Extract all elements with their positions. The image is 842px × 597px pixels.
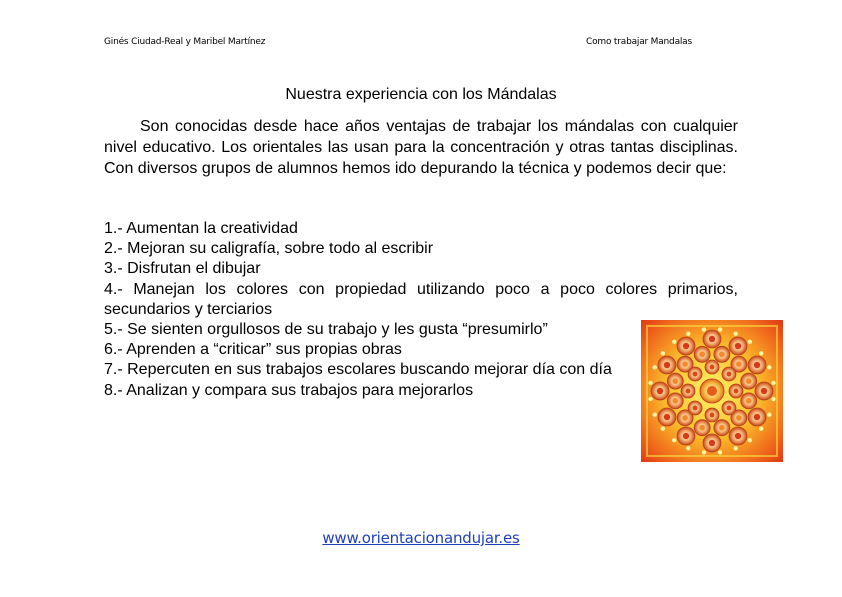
mandala-petal-center — [672, 398, 678, 404]
mandala-accent-dot — [686, 446, 690, 450]
mandala-petal-center — [754, 414, 760, 420]
mandala-accent-dot — [672, 438, 676, 442]
list-item: 7.- Repercuten en sus trabajos escolares buscando mejorar día con día — [104, 361, 612, 379]
header-document-title: Como trabajar Mandalas — [586, 37, 692, 47]
mandala-petal-center — [709, 440, 715, 446]
mandala-petal-center — [699, 351, 705, 357]
mandala-accent-dot — [718, 450, 722, 454]
mandala-petal-center — [710, 413, 715, 418]
page-title: Nuestra experiencia con los Mándalas — [285, 86, 557, 103]
mandala-petal-center — [686, 389, 691, 394]
mandala-petal-center — [710, 365, 715, 370]
mandala-image — [641, 320, 783, 462]
list-item: 4.- Manejan los colores con propiedad utilizando poco a poco colores primarios, secundarios y terciarios — [104, 280, 738, 318]
mandala-accent-dot — [734, 446, 738, 450]
mandala-accent-dot — [771, 381, 775, 385]
mandala-petal-center — [719, 425, 725, 431]
mandala-petal-center — [664, 414, 670, 420]
header-authors: Ginés Ciudad-Real y Maribel Martínez — [104, 37, 266, 47]
intro-paragraph: Son conocidas desde hace años ventajas de trabajar los mándalas con cualquier nivel educativo. Los orientales las usan para la concentración y otras tantas disciplinas. Con diversos grupos de alumnos hemos ido depurando la técnica y podemos decir que: — [104, 118, 738, 177]
list-item: 1.- Aumentan la creatividad — [104, 220, 298, 237]
mandala-accent-dot — [648, 381, 652, 385]
mandala-accent-dot — [718, 327, 722, 331]
mandala-accent-dot — [702, 450, 706, 454]
mandala-accent-dot — [653, 413, 657, 417]
mandala-petal-center — [754, 362, 760, 368]
mandala-accent-dot — [748, 438, 752, 442]
mandala-petal-center — [693, 372, 698, 377]
mandala-petal-center — [734, 389, 739, 394]
mandala-petal-center — [709, 336, 715, 342]
mandala-accent-dot — [767, 413, 771, 417]
mandala-petal-center — [682, 361, 688, 367]
list-item: 2.- Mejoran su caligrafía, sobre todo al escribir — [104, 240, 434, 258]
list-item: 8.- Analizan y compara sus trabajos para mejorarlos — [104, 381, 474, 399]
mandala-accent-dot — [648, 397, 652, 401]
mandala-accent-dot — [734, 332, 738, 336]
mandala-accent-dot — [771, 397, 775, 401]
mandala-petal-center — [682, 415, 688, 421]
mandala-accent-dot — [686, 332, 690, 336]
mandala-accent-dot — [661, 427, 665, 431]
list-item: 6.- Aprenden a “criticar” sus propias obras — [104, 341, 402, 359]
mandala-petal-center — [683, 343, 689, 349]
mandala-petal-center — [657, 388, 663, 394]
mandala-accent-dot — [759, 351, 763, 355]
mandala-petal-center — [736, 361, 742, 367]
mandala-accent-dot — [767, 365, 771, 369]
mandala-accent-dot — [661, 351, 665, 355]
mandala-petal-center — [736, 415, 742, 421]
list-item: 5.- Se sienten orgullosos de su trabajo y les gusta “presumirlo” — [104, 321, 548, 339]
mandala-accent-dot — [759, 427, 763, 431]
mandala-accent-dot — [653, 365, 657, 369]
mandala-accent-dot — [702, 327, 706, 331]
list-item: 3.- Disfrutan el dibujar — [104, 260, 261, 278]
mandala-petal-center — [761, 388, 767, 394]
website-link[interactable]: www.orientacionandujar.es — [322, 529, 520, 547]
mandala-petal-center — [735, 433, 741, 439]
mandala-petal-center — [727, 372, 732, 377]
mandala-petal-center — [672, 378, 678, 384]
mandala-petal-center — [693, 406, 698, 411]
mandala-petal-center — [727, 406, 732, 411]
mandala-petal-center — [683, 433, 689, 439]
mandala-petal-center — [746, 398, 752, 404]
mandala-petal-center — [664, 362, 670, 368]
mandala-petal-center — [735, 343, 741, 349]
mandala-accent-dot — [672, 340, 676, 344]
mandala-accent-dot — [748, 340, 752, 344]
mandala-petal-center — [746, 378, 752, 384]
mandala-petal-center — [719, 351, 725, 357]
mandala-petal-center — [699, 425, 705, 431]
